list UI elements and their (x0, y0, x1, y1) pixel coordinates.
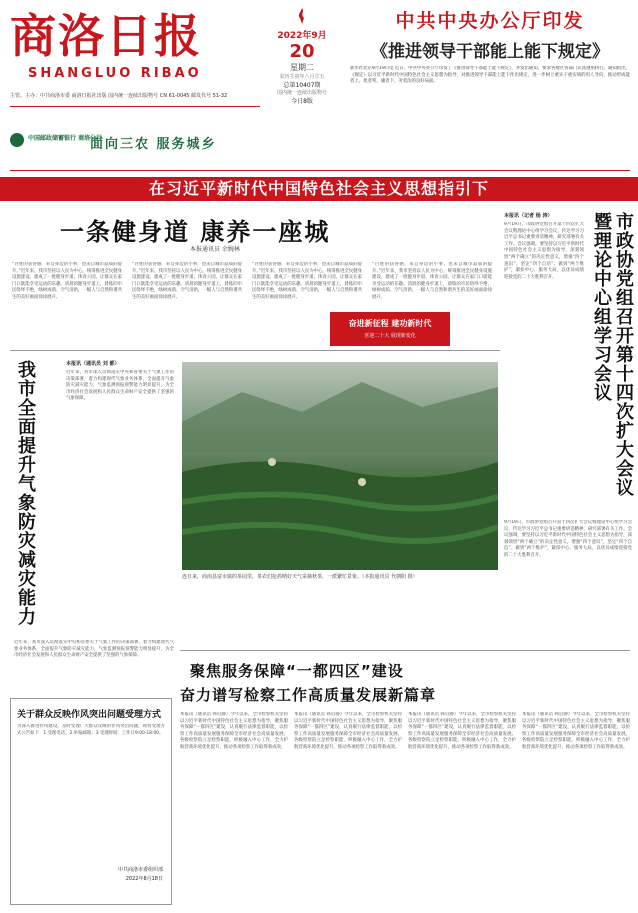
lunar-date: 农历壬寅年八月廿五 (279, 74, 325, 80)
date-day: 20 (289, 41, 315, 62)
top-headline-line1: 中共中央办公厅印发 (395, 10, 585, 32)
date-year-month: 2022年9月 (277, 31, 327, 41)
bank-logo-icon (10, 133, 24, 147)
right-story-title: 市政协党组召开第十四次扩大会议暨理论中心组学习会议 (591, 212, 634, 497)
partner-ad (10, 106, 260, 155)
cn-number: 国内统一连续出版物号 (276, 90, 327, 96)
date-block (262, 6, 342, 106)
notice-footer-date: 2022年8月18日 (125, 876, 163, 882)
bottom-body-col4: 本报讯（通讯员 韩启静）今年以来，全市检察机关坚持以习近平新时代中国特色社会主义思想为指导，聚焦服务保障“一都四区”建设，认真履行法律监督职能，以检察工作高质量发展服务保障全市经济社会高质量发展。各级检察院立足检察职能，积极融入中心工作，全力护航营商环境优化提升，推动各项检察工作取得新成效。 (522, 712, 630, 750)
masthead-pinyin: SHANGLUO RIBAO (28, 66, 202, 81)
torch-logo-icon (292, 6, 312, 26)
right-story-body: 9月19日，市政协党组召开第十四次扩大会议暨理论中心组学习会议，传达学习习近平总书记重要讲话精神，研究部署有关工作。会议强调，要坚持以习近平新时代中国特色社会主义思想为指导，深刻领悟“两个确立”的决定性意义，增强“四个意识”、坚定“四个自信”、做到“两个维护”，紧扣中心、服务大局，以优异成绩迎接党的二十大胜利召开。 (504, 222, 584, 280)
bank-name: 中国邮政储蓄银行 商洛分行 (28, 135, 103, 142)
bottom-headline-line1: 聚焦服务保障“一都四区”建设 (190, 662, 404, 680)
lead-body-col4: “百姓的获得感，来自身边的小事，也来自城市品质的提升。”近年来，我市坚持以人民为中心，统筹推进全民健身设施建设，建成了一批健身步道、体育公园，让群众在家门口就能享受运动的乐趣。清晨的健身步道上，晨练的市民络绎不绝，绿树成荫、空气清新，一幅人与自然和谐共生的美好画面徐徐展开。 (372, 262, 492, 300)
page-count: 今日8版 (291, 98, 313, 105)
notice-title: 关于群众反映作风突出问题受理方式 (17, 710, 162, 720)
right-story-byline: 本报讯（记者 杨 涛） (504, 213, 553, 219)
divider (10, 350, 500, 351)
lead-byline: 本报通讯员 余婉林 (190, 246, 240, 253)
campaign-tag (330, 312, 450, 346)
lead-body-col2: “百姓的获得感，来自身边的小事，也来自城市品质的提升。”近年来，我市坚持以人民为中心，统筹推进全民健身设施建设，建成了一批健身步道、体育公园，让群众在家门口就能享受运动的乐趣。清晨的健身步道上，晨练的市民络绎不绝，绿树成荫、空气清新，一幅人与自然和谐共生的美好画面徐徐展开。 (132, 262, 242, 300)
publisher-info: 主管、主办：中共商洛市委 商洛日报社出版 国内统一连续出版物号 CN 61-0045 邮发代号 51-32 (10, 93, 228, 99)
notice-footer-org: 中共商洛市委组织部 (117, 867, 163, 873)
lead-headline: 一条健身道 康养一座城 (60, 218, 331, 246)
weekday: 星期二 (290, 63, 314, 72)
left-story-title: 我市全面提升气象防灾减灾能力 (15, 360, 36, 626)
top-story-body: 新华社北京9月19日电 近日，中共中央办公厅印发了《推进领导干部能上能下规定》，并发出通知，要求各地区各部门认真遵照执行。通知指出，《规定》以习近平新时代中国特色社会主义思想为指导，对推进领导干部能上能下作出规定，进一步树立重实干重实绩的用人导向，推动形成能者上、优者奖、庸者下、劣者汰的良好局面。 (350, 66, 630, 85)
bottom-body-col3: 本报讯（通讯员 韩启静）今年以来，全市检察机关坚持以习近平新时代中国特色社会主义思想为指导，聚焦服务保障“一都四区”建设，认真履行法律监督职能，以检察工作高质量发展服务保障全市经济社会高质量发展。各级检察院立足检察职能，积极融入中心工作，全力护航营商环境优化提升，推动各项检察工作取得新成效。 (408, 712, 516, 750)
right-story-body-cont: 9月19日，市政协党组召开第十四次扩大会议暨理论中心组学习会议，传达学习习近平总书记重要讲话精神，研究部署有关工作。会议强调，要坚持以习近平新时代中国特色社会主义思想为指导，深刻领悟“两个确立”的决定性意义，增强“四个意识”、坚定“四个自信”、做到“两个维护”，紧扣中心、服务大局，以优异成绩迎接党的二十大胜利召开。 (504, 520, 632, 558)
divider (10, 170, 630, 171)
bank-slogan: 面向三农 服务城乡 (90, 137, 217, 152)
top-headline (350, 6, 630, 62)
notice-box (10, 698, 172, 905)
left-story-body: 近年来，我市深入贯彻落实中央和省委关于气象工作的决策部署，着力构建现代气象业务体系，全面提升气象防灾减灾能力，气象监测预报预警能力明显提升，为全市经济社会发展和人民群众生命财产安全提供了坚强的气象保障。 (66, 370, 174, 402)
left-story-body-cont: 近年来，我市深入贯彻落实中央和省委关于气象工作的决策部署，着力构建现代气象业务体系，全面提升气象防灾减灾能力，气象监测预报预警能力明显提升，为全市经济社会发展和人民群众生命财产安全提供了坚强的气象保障。 (14, 640, 174, 659)
top-headline-line2: 《推进领导干部能上能下规定》 (371, 42, 609, 62)
lead-body-col1: “百姓的获得感，来自身边的小事，也来自城市品质的提升。”近年来，我市坚持以人民为中心，统筹推进全民健身设施建设，建成了一批健身步道、体育公园，让群众在家门口就能享受运动的乐趣。清晨的健身步道上，晨练的市民络绎不绝，绿树成荫、空气清新，一幅人与自然和谐共生的美好画面徐徐展开。 (12, 262, 122, 300)
photo-caption: 连日来，商南县富水镇的茶园里，茶农们抢抓晴好天气采摘秋茶，一派繁忙景象。（本报通讯员 代朝阳 摄） (182, 574, 418, 580)
bottom-body-col2: 本报讯（通讯员 韩启静）今年以来，全市检察机关坚持以习近平新时代中国特色社会主义思想为指导，聚焦服务保障“一都四区”建设，认真履行法律监督职能，以检察工作高质量发展服务保障全市经济社会高质量发展。各级检察院立足检察职能，积极融入中心工作，全力护航营商环境优化提升，推动各项检察工作取得新成效。 (294, 712, 402, 750)
newspaper-masthead: 商洛日报 (10, 9, 202, 63)
lead-body-col3: “百姓的获得感，来自身边的小事，也来自城市品质的提升。”近年来，我市坚持以人民为中心，统筹推进全民健身设施建设，建成了一批健身步道、体育公园，让群众在家门口就能享受运动的乐趣。清晨的健身步道上，晨练的市民络绎不绝，绿树成荫、空气清新，一幅人与自然和谐共生的美好画面徐徐展开。 (252, 262, 362, 300)
bottom-headline-line2: 奋力谱写检察工作高质量发展新篇章 (180, 686, 437, 704)
tea-garden-photo (182, 362, 498, 570)
divider (180, 650, 630, 651)
issue-number: 总第10407期 (283, 82, 321, 89)
theme-banner: 在习近平新时代中国特色社会主义思想指引下 (0, 177, 638, 201)
campaign-tag-line2: 喜迎二十大 展现新变化 (364, 333, 416, 339)
left-story-byline: 本报讯（通讯员 刘 都） (66, 361, 120, 367)
bottom-body-col1: 本报讯（通讯员 韩启静）今年以来，全市检察机关坚持以习近平新时代中国特色社会主义思想为指导，聚焦服务保障“一都四区”建设，认真履行法律监督职能，以检察工作高质量发展服务保障全市经济社会高质量发展。各级检察院立足检察职能，积极融入中心工作，全力护航营商环境优化提升，推动各项检察工作取得新成效。 (180, 712, 288, 750)
notice-body: 为深入推进作风建设，及时受理广大群众反映的作风突出问题，现将受理方式公告如下：1.受理电话；2.举报邮箱；3.受理时间：工作日9:00-18:00。 (17, 724, 165, 736)
campaign-tag-line1: 奋进新征程 建功新时代 (348, 319, 432, 328)
